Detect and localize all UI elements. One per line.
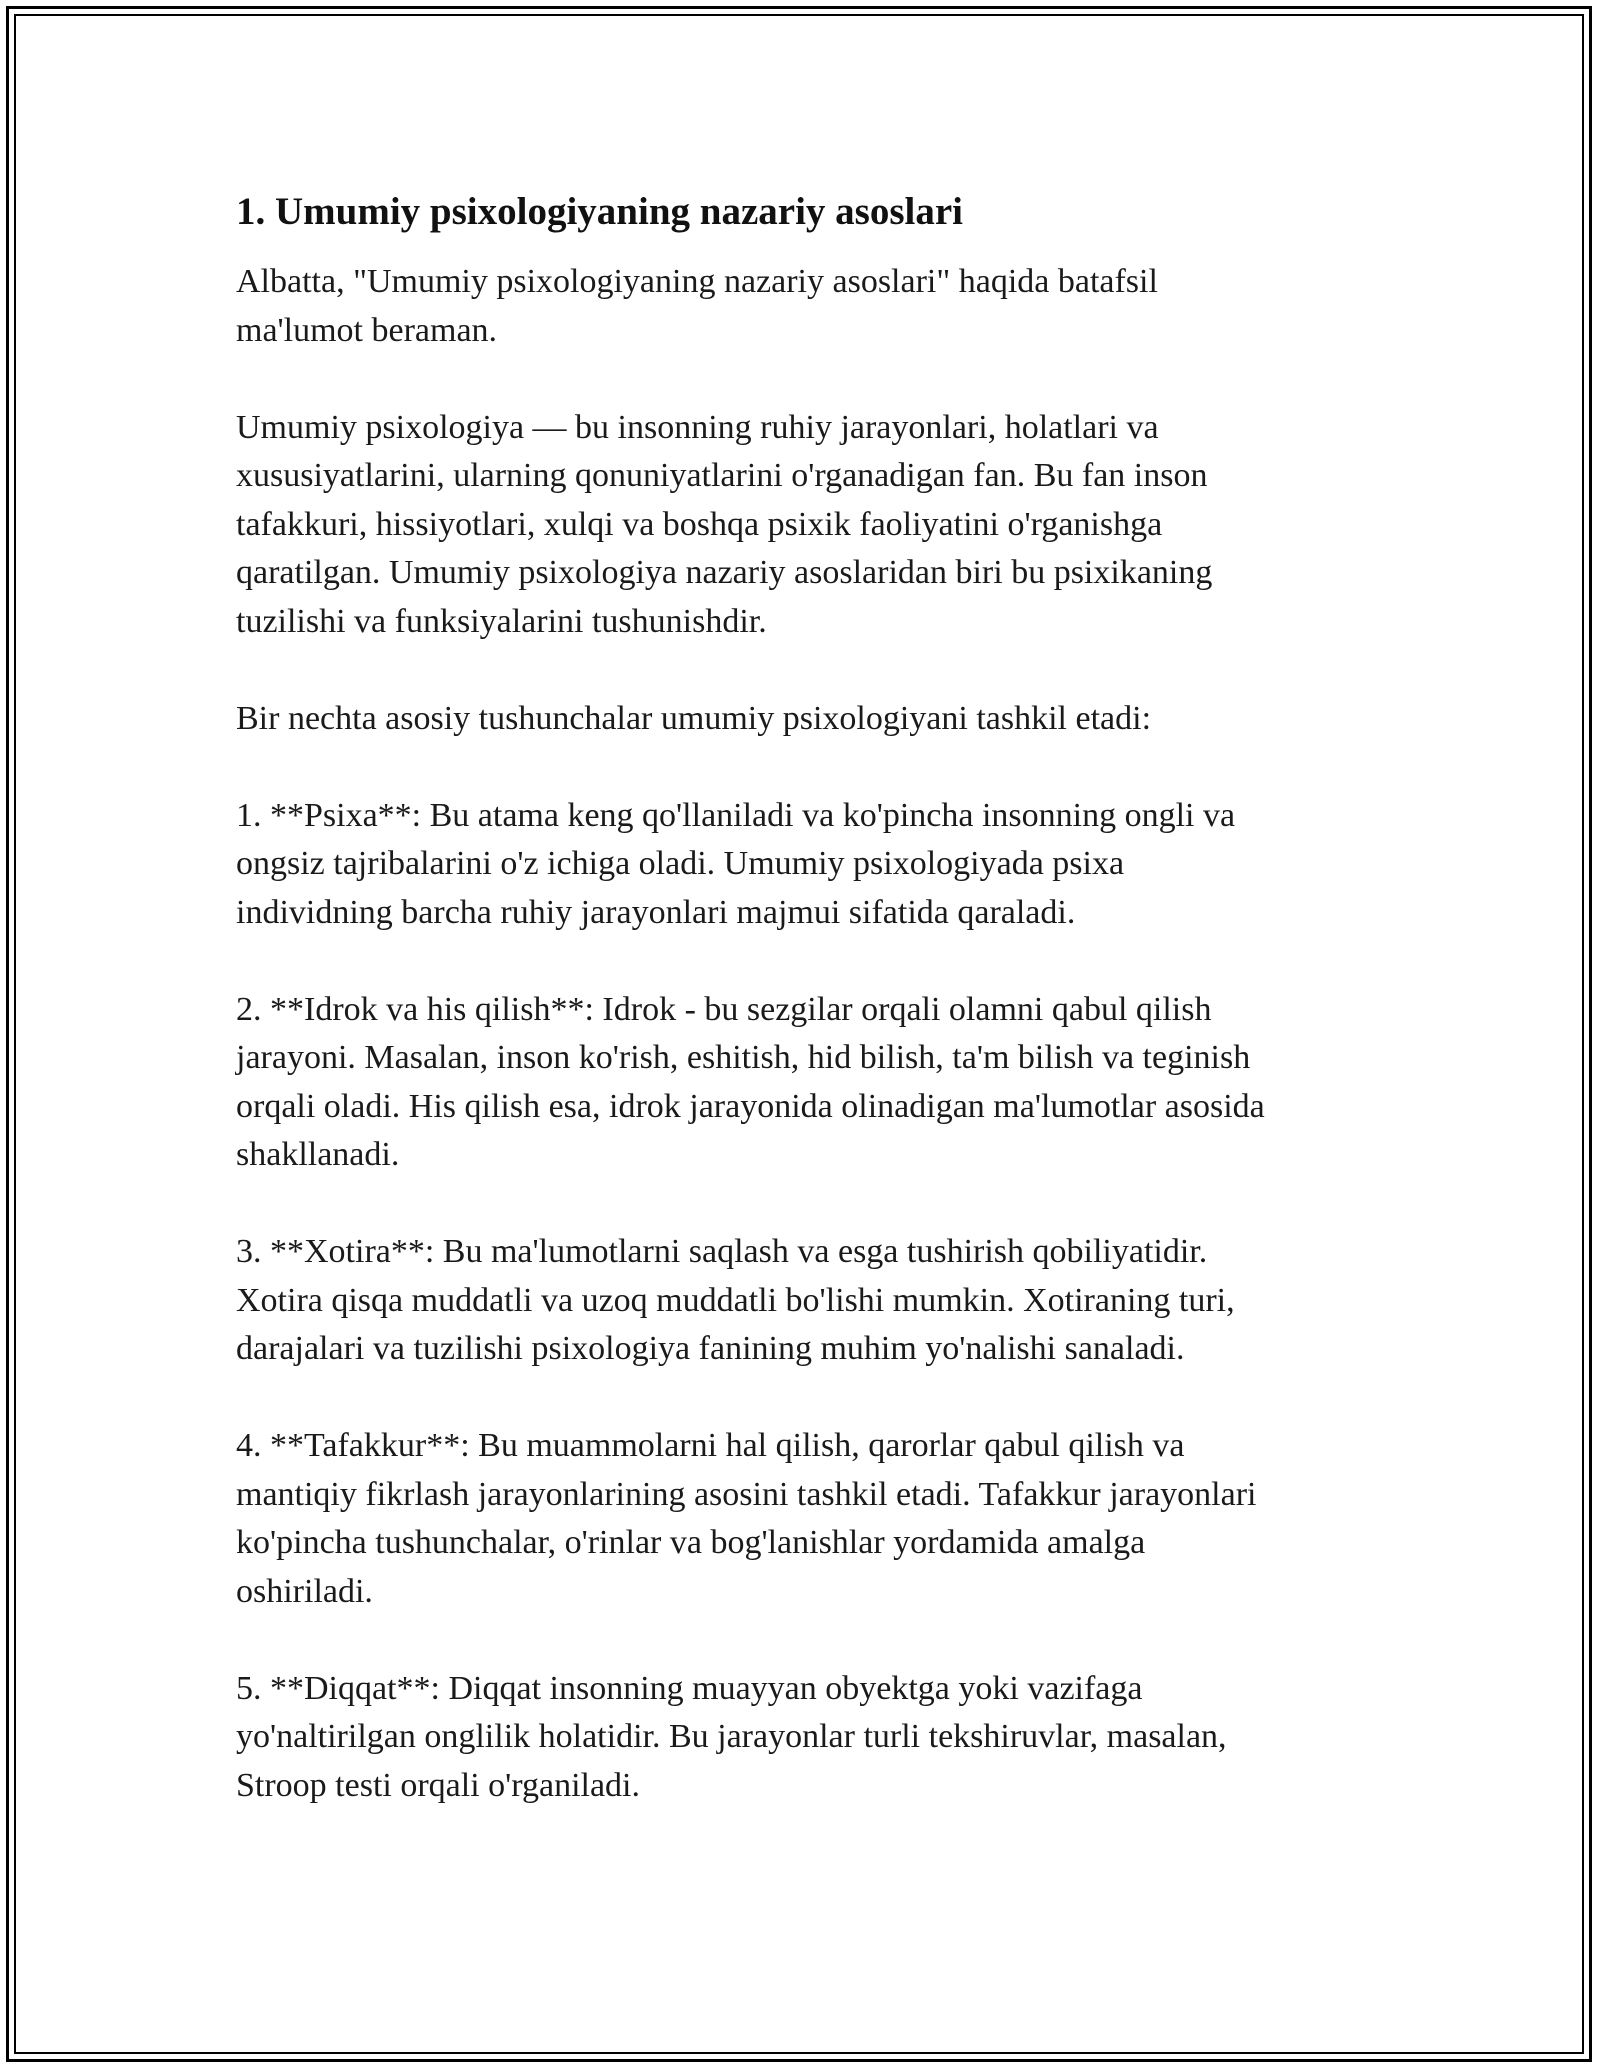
intro-paragraph: Albatta, "Umumiy psixologiyaning nazariy asoslari" haqida batafsil ma'lumot beraman. xyxy=(236,263,1158,349)
list-item-psixa: 1. **Psixa**: Bu atama keng qo'llaniladi va ko'pincha insonning ongli va ongsiz tajribalarini o'z ichiga oladi. Umumiy psixologiyada psixa individning barcha ruhiy jarayonlari majmui sifatida qaraladi. xyxy=(236,796,1236,931)
concepts-intro-paragraph: Bir nechta asosiy tushunchalar umumiy psixologiyani tashkil etadi: xyxy=(236,699,1152,737)
list-item-tafakkur: 4. **Tafakkur**: Bu muammolarni hal qilish, qarorlar qabul qilish va mantiqiy fikrlash jarayonlarining asosini tashkil etadi. Tafakkur jarayonlari ko'pincha tushunchalar, o'rinlar va bog'lanishlar yordamida amalga oshiriladi. xyxy=(236,1427,1257,1610)
list-item-xotira: 3. **Xotira**: Bu ma'lumotlarni saqlash va esga tushirish qobiliyatidir. Xotira qisqa muddatli va uzoq muddatli bo'lishi mumkin. Xotiraning turi, darajalari va tuzilishi psixologiya fanining muhim yo'nalishi sanaladi. xyxy=(236,1233,1235,1367)
definition-paragraph: Umumiy psixologiya — bu insonning ruhiy jarayonlari, holatlari va xususiyatlarini, ularning qonuniyatlarini o'rganadigan fan. Bu fan inson tafakkuri, hissiyotlari, xulqi va boshqa psixik faoliyatini o'rganishga qaratilgan. Umumiy psixologiya nazariy asoslaridan biri bu psixikaning tuzilishi va funksiyalarini tushunishdir. xyxy=(236,408,1213,640)
list-item-idrok: 2. **Idrok va his qilish**: Idrok - bu sezgilar orqali olamni qabul qilish jarayoni. Masalan, inson ko'rish, eshitish, hid bilish, ta'm bilish va teginish orqali oladi. His qilish esa, idrok jarayonida olinadigan ma'lumotlar asosida shakllanadi. xyxy=(236,990,1265,1173)
document-title: 1. Umumiy psixologiyaning nazariy asoslari xyxy=(236,190,963,233)
list-item-diqqat: 5. **Diqqat**: Diqqat insonning muayyan obyektga yoki vazifaga yo'naltirilgan onglilik holatidir. Bu jarayonlar turli tekshiruvlar, masalan, Stroop testi orqali o'rganiladi. xyxy=(236,1669,1227,1804)
document-body xyxy=(236,188,1366,1859)
